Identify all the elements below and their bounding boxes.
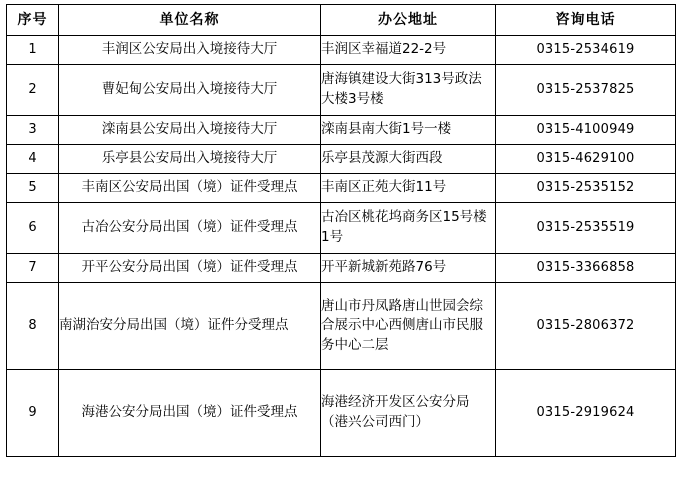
- table-row: [7, 370, 676, 457]
- exit-entry-contact-table: [6, 4, 676, 457]
- phone-number-cell: 0315-3366858: [496, 254, 676, 283]
- unit-name-cell: 滦南县公安局出入境接待大厅: [59, 116, 321, 145]
- table-body: [7, 36, 676, 457]
- table-row: [7, 36, 676, 65]
- office-address-cell: 海港经济开发区公安分局（港兴公司西门）: [321, 370, 496, 457]
- office-address-cell: 丰润区幸福道22-2号: [321, 36, 496, 65]
- unit-name-cell: 古冶公安分局出国（境）证件受理点: [59, 203, 321, 254]
- office-address-cell: 丰南区正苑大街11号: [321, 174, 496, 203]
- column-header-unit: 单位名称: [59, 5, 321, 36]
- office-address-cell: 开平新城新苑路76号: [321, 254, 496, 283]
- row-index-cell: 4: [7, 145, 59, 174]
- row-index-cell: 9: [7, 370, 59, 457]
- table-header: [7, 5, 676, 36]
- row-index-cell: 1: [7, 36, 59, 65]
- phone-number-cell: 0315-2535519: [496, 203, 676, 254]
- phone-number-cell: 0315-2534619: [496, 36, 676, 65]
- table-row: [7, 145, 676, 174]
- column-header-phone: 咨询电话: [496, 5, 676, 36]
- row-index-cell: 3: [7, 116, 59, 145]
- table-header-row: [7, 5, 676, 36]
- row-index-cell: 6: [7, 203, 59, 254]
- unit-name-cell: 开平公安分局出国（境）证件受理点: [59, 254, 321, 283]
- row-index-cell: 8: [7, 283, 59, 370]
- row-index-cell: 2: [7, 65, 59, 116]
- phone-number-cell: 0315-4100949: [496, 116, 676, 145]
- office-address-cell: 古冶区桃花坞商务区15号楼1号: [321, 203, 496, 254]
- unit-name-cell: 海港公安分局出国（境）证件受理点: [59, 370, 321, 457]
- phone-number-cell: 0315-2535152: [496, 174, 676, 203]
- phone-number-cell: 0315-2919624: [496, 370, 676, 457]
- phone-number-cell: 0315-2537825: [496, 65, 676, 116]
- column-header-address: 办公地址: [321, 5, 496, 36]
- document-page: [0, 4, 685, 482]
- table-row: [7, 203, 676, 254]
- office-address-cell: 乐亭县茂源大街西段: [321, 145, 496, 174]
- table-row: [7, 116, 676, 145]
- table-row: [7, 174, 676, 203]
- office-address-cell: 唐海镇建设大街313号政法大楼3号楼: [321, 65, 496, 116]
- office-address-cell: 滦南县南大街1号一楼: [321, 116, 496, 145]
- unit-name-cell: 曹妃甸公安局出入境接待大厅: [59, 65, 321, 116]
- table-row: [7, 65, 676, 116]
- row-index-cell: 5: [7, 174, 59, 203]
- table-row: [7, 254, 676, 283]
- office-address-cell: 唐山市丹凤路唐山世园会综合展示中心西侧唐山市民服务中心二层: [321, 283, 496, 370]
- row-index-cell: 7: [7, 254, 59, 283]
- unit-name-cell: 南湖治安分局出国（境）证件分受理点: [59, 283, 321, 370]
- phone-number-cell: 0315-2806372: [496, 283, 676, 370]
- unit-name-cell: 丰润区公安局出入境接待大厅: [59, 36, 321, 65]
- column-header-no: 序号: [7, 5, 59, 36]
- unit-name-cell: 丰南区公安局出国（境）证件受理点: [59, 174, 321, 203]
- table-row: [7, 283, 676, 370]
- unit-name-cell: 乐亭县公安局出入境接待大厅: [59, 145, 321, 174]
- phone-number-cell: 0315-4629100: [496, 145, 676, 174]
